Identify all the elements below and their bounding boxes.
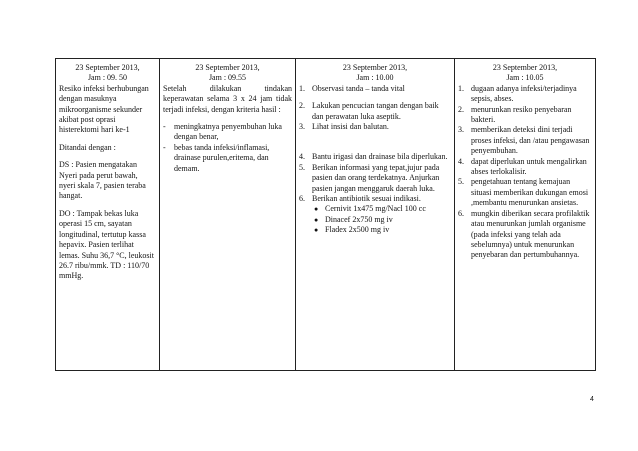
criteria-item (163, 122, 292, 143)
intervention-item (299, 122, 451, 132)
rationale-item (458, 84, 592, 105)
diagnosis-date: 23 September 2013, (75, 63, 140, 72)
medication-text: Dinacef 2x750 mg iv (325, 214, 393, 224)
criteria-text: meningkatnya penyembuhan luka dengan benar, (174, 122, 282, 142)
bullet-icon: ● (314, 226, 319, 235)
medication-text: Cernivit 1x475 mg/Nacl 100 cc (325, 204, 426, 214)
item-number: 5. (299, 162, 305, 172)
dash-marker: - (163, 142, 166, 152)
rationale-item (458, 125, 592, 156)
goal-date: 23 September 2013, (195, 63, 260, 72)
item-number: 1. (299, 83, 305, 93)
item-text: dapat diperlukan untuk mengalirkan abses terlokalisir. (471, 156, 587, 177)
item-text: mungkin diberikan secara profilaktik atau menurunkan jumlah organisme (pada infeksi yang telah ada sebelumnya) untuk menurunkan penyebaran dan pertumbuhannya. (471, 208, 590, 260)
intervention-item (299, 84, 451, 94)
item-number: 1. (458, 83, 464, 93)
intervention-item (299, 152, 451, 162)
item-number: 3. (299, 122, 305, 132)
goal-cell (160, 59, 296, 371)
item-text: pengetahuan tentang kemajuan situasi memberikan dukungan emosi ,membantu menurunkan ansietas. (471, 177, 589, 208)
medication-text: Fladex 2x500 mg iv (325, 225, 390, 235)
medication-item (299, 204, 451, 214)
diagnosis-text: Resiko infeksi berhubungan dengan masuknya mikroorganisme sekunder akibat post oprasi histerektomi hari ke-1 (59, 83, 149, 135)
criteria-item (163, 143, 292, 174)
ditandai-label: Ditandai dengan : (59, 142, 116, 152)
page-number: 4 (590, 396, 594, 403)
rationale-time: Jam : 10.05 (506, 73, 544, 83)
table-row (56, 59, 596, 371)
item-number: 3. (458, 125, 464, 135)
rationale-item (458, 105, 592, 126)
item-number: 6. (458, 208, 464, 218)
goal-text: Setelah dilakukan tindakan keperawatan selama 3 x 24 jam tidak terjadi infeksi, dengan kriteria hasil : (163, 83, 292, 114)
item-number: 2. (458, 104, 464, 114)
intervention-date: 23 September 2013, (342, 63, 408, 72)
intervention-item (299, 163, 451, 194)
item-text: Berikan antibiotik sesuai indikasi. (312, 194, 421, 204)
criteria-text: bebas tanda infeksi/inflamasi, drainase purulen,eritema, dan demam. (174, 142, 270, 173)
rationale-cell (455, 59, 596, 371)
item-text: dugaan adanya infeksi/terjadinya sepsis, abses. (471, 83, 577, 104)
intervention-time: Jam : 10.00 (356, 73, 394, 83)
diagnosis-time: Jam : 09. 50 (87, 73, 128, 83)
rationale-date: 23 September 2013, (492, 63, 558, 72)
goal-time: Jam : 09.55 (208, 73, 247, 83)
item-number: 4. (458, 156, 464, 166)
item-number: 4. (299, 152, 305, 162)
subjective-data: DS : Pasien mengatakan Nyeri pada perut bawah, nyeri skala 7, pasien teraba hangat. (59, 160, 146, 201)
intervention-item (299, 194, 451, 204)
diagnosis-cell (56, 59, 160, 371)
item-number: 5. (458, 177, 464, 187)
intervention-cell (296, 59, 455, 371)
bullet-icon: ● (314, 205, 319, 214)
medication-item (299, 215, 451, 225)
dash-marker: - (163, 122, 166, 132)
bullet-icon: ● (314, 215, 319, 224)
item-text: Bantu irigasi dan drainase bila diperlukan. (312, 152, 448, 162)
item-text: Lakukan pencucian tangan dengan baik dan perawatan luka aseptik. (312, 101, 439, 121)
rationale-item (458, 177, 592, 208)
medication-item (299, 225, 451, 235)
objective-data: DO : Tampak bekas luka operasi 15 cm, sayatan longitudinal, tertutup kassa hepavix. Pasien terlihat lemas. Suhu 36,7 °C, leukosit 26.7 ribu/mmk. TD : 110/70 mmHg. (59, 208, 154, 281)
item-number: 2. (299, 101, 305, 111)
item-text: Berikan informasi yang tepat,jujur pada pasien dan orang terdekatnya. Anjurkan pasien jangan menggaruk daerah luka. (312, 162, 440, 193)
nursing-care-plan-table (55, 58, 596, 371)
item-text: menurunkan resiko penyebaran bakteri. (471, 104, 572, 125)
item-text: Lihat insisi dan balutan. (312, 122, 389, 132)
rationale-item (458, 209, 592, 261)
item-number: 6. (299, 194, 305, 204)
rationale-item (458, 157, 592, 178)
intervention-item (299, 101, 451, 122)
item-text: memberikan deteksi dini terjadi proses infeksi, dan /atau pengawasan penyembuhan. (471, 125, 590, 156)
item-text: Observasi tanda – tanda vital (312, 83, 405, 93)
